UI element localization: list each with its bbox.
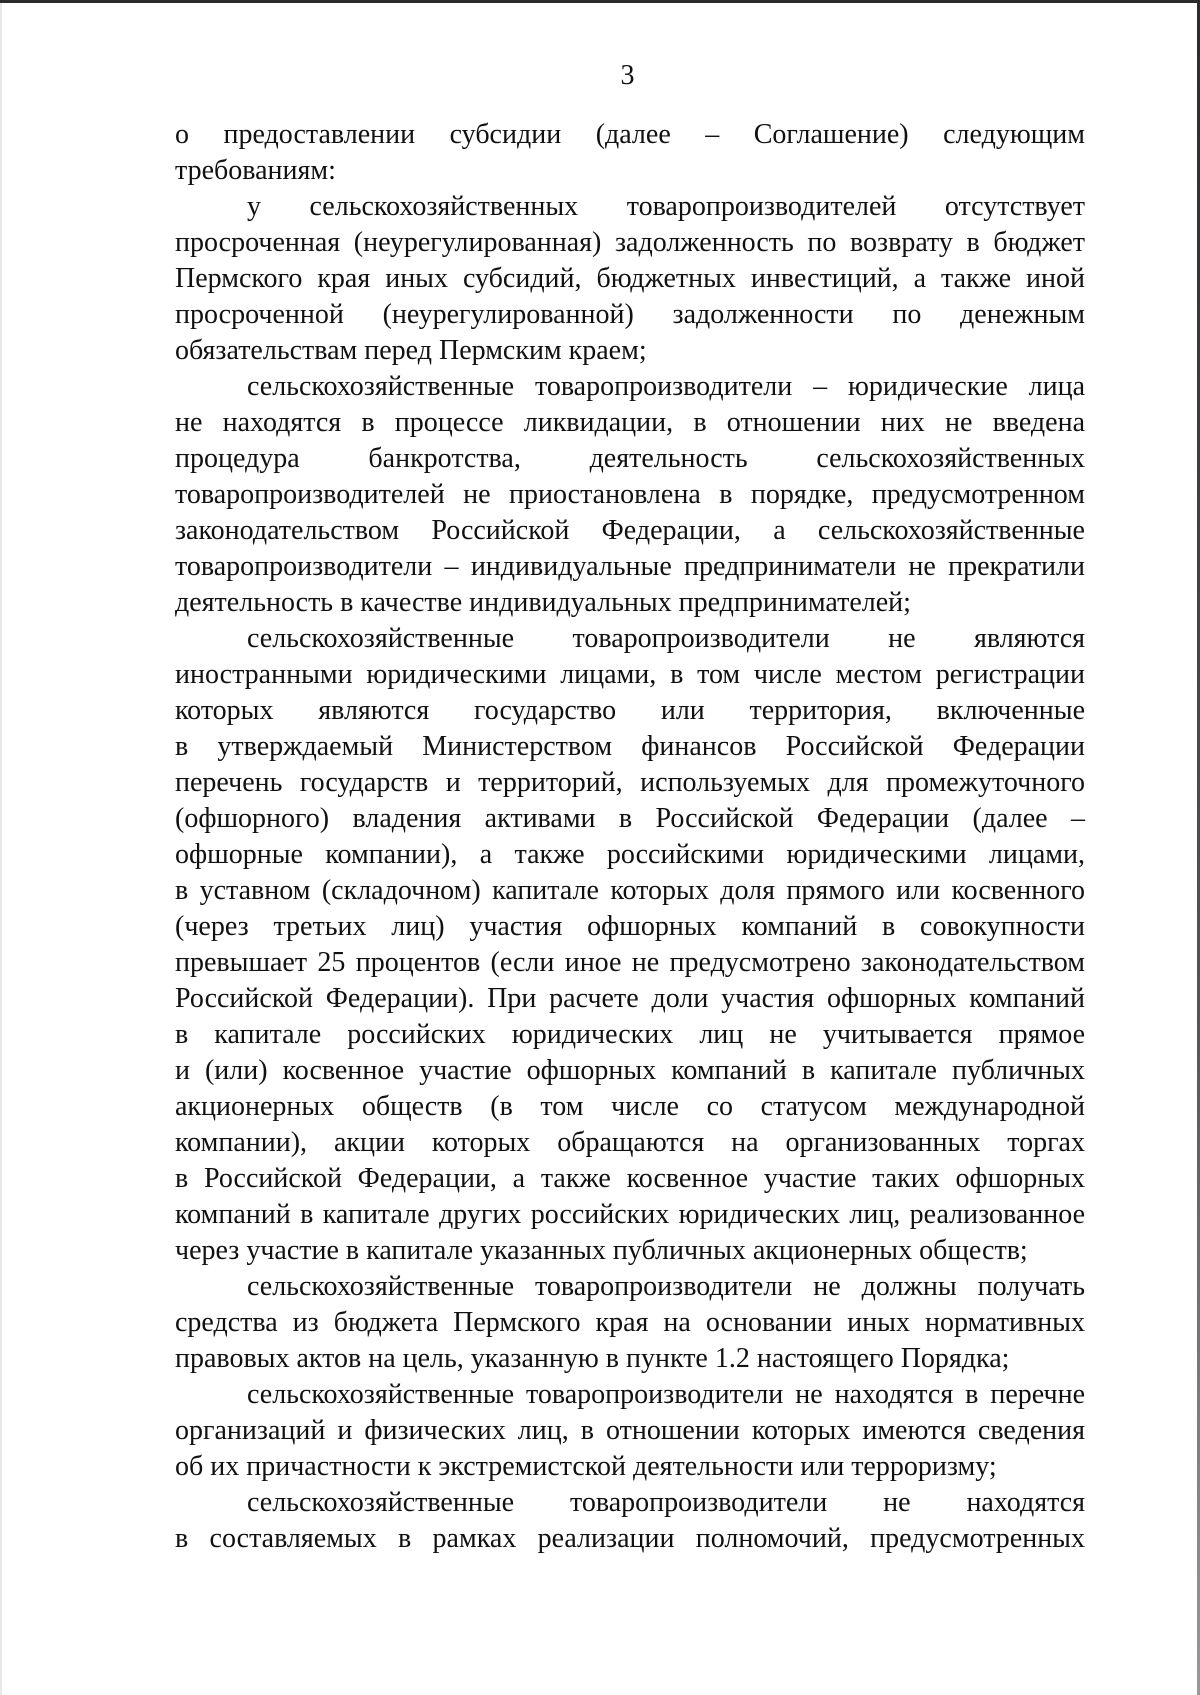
text-line: офшорные компании), а также российскими юридическими лицами, — [175, 839, 1085, 870]
paragraph — [175, 1269, 1085, 1377]
text-line: компаний в капитале других российских юридических лиц, реализованное — [175, 1199, 1085, 1230]
paragraph — [175, 1485, 1085, 1557]
text-line: в Российской Федерации, а также косвенное участие таких офшорных — [175, 1163, 1085, 1194]
text-line: организаций и физических лиц, в отношении которых имеются сведения — [175, 1415, 1085, 1446]
text-line: правовых актов на цель, указанную в пункте 1.2 настоящего Порядка; — [175, 1343, 1010, 1374]
text-line: о предоставлении субсидии (далее – Соглашение) следующим — [175, 119, 1085, 150]
text-line: Российской Федерации). При расчете доли участия офшорных компаний — [175, 983, 1085, 1014]
paragraph — [175, 621, 1085, 1269]
text-line: деятельность в качестве индивидуальных предпринимателей; — [175, 587, 911, 618]
text-line: товаропроизводителей не приостановлена в порядке, предусмотренном — [175, 479, 1085, 510]
text-line: у сельскохозяйственных товаропроизводителей отсутствует — [247, 191, 1085, 222]
paragraph — [175, 189, 1085, 369]
text-line: не находятся в процессе ликвидации, в отношении них не введена — [175, 407, 1085, 438]
page-number: 3 — [620, 60, 635, 91]
scan-edge-top — [0, 0, 1200, 3]
text-line: (через третьих лиц) участия офшорных компаний в совокупности — [175, 911, 1085, 942]
text-line: товаропроизводители – индивидуальные предприниматели не прекратили — [175, 551, 1085, 582]
text-line: сельскохозяйственные товаропроизводители не находятся в перечне — [247, 1379, 1085, 1410]
paragraph — [175, 1377, 1085, 1485]
text-line: обязательствам перед Пермским краем; — [175, 335, 647, 366]
text-line: сельскохозяйственные товаропроизводители не находятся — [247, 1487, 1085, 1518]
scan-edge-left — [0, 0, 2, 1695]
text-line: и (или) косвенное участие офшорных компаний в капитале публичных — [175, 1055, 1085, 1086]
text-line: просроченная (неурегулированная) задолженность по возврату в бюджет — [175, 227, 1085, 258]
text-line: перечень государств и территорий, используемых для промежуточного — [175, 767, 1085, 798]
text-line: которых являются государство или территория, включенные — [175, 695, 1085, 726]
text-line: требованиям: — [175, 155, 336, 186]
text-line: сельскохозяйственные товаропроизводители не являются — [247, 623, 1085, 654]
text-line: в утверждаемый Министерством финансов Российской Федерации — [175, 731, 1085, 762]
text-line: сельскохозяйственные товаропроизводители – юридические лица — [247, 371, 1085, 402]
text-line: через участие в капитале указанных публичных акционерных обществ; — [175, 1235, 1028, 1266]
text-line: об их причастности к экстремистской деятельности или терроризму; — [175, 1451, 997, 1482]
text-line: превышает 25 процентов (если иное не предусмотрено законодательством — [175, 947, 1085, 978]
text-line: иностранными юридическими лицами, в том числе местом регистрации — [175, 659, 1085, 690]
text-line: в составляемых в рамках реализации полномочий, предусмотренных — [175, 1523, 1085, 1554]
text-line: в капитале российских юридических лиц не учитывается прямое — [175, 1019, 1085, 1050]
document-body — [175, 117, 1085, 1557]
text-line: Пермского края иных субсидий, бюджетных инвестиций, а также иной — [175, 263, 1085, 294]
text-line: средства из бюджета Пермского края на основании иных нормативных — [175, 1307, 1085, 1338]
text-line: процедура банкротства, деятельность сельскохозяйственных — [175, 443, 1085, 474]
text-line: сельскохозяйственные товаропроизводители не должны получать — [247, 1271, 1085, 1302]
text-line: законодательством Российской Федерации, а сельскохозяйственные — [175, 515, 1085, 546]
text-line: в уставном (складочном) капитале которых доля прямого или косвенного — [175, 875, 1085, 906]
text-line: компании), акции которых обращаются на организованных торгах — [175, 1127, 1085, 1158]
text-line: просроченной (неурегулированной) задолженности по денежным — [175, 299, 1085, 330]
paragraph — [175, 369, 1085, 621]
text-line: акционерных обществ (в том числе со статусом международной — [175, 1091, 1085, 1122]
text-line: (офшорного) владения активами в Российской Федерации (далее – — [175, 803, 1085, 834]
paragraph — [175, 117, 1085, 189]
